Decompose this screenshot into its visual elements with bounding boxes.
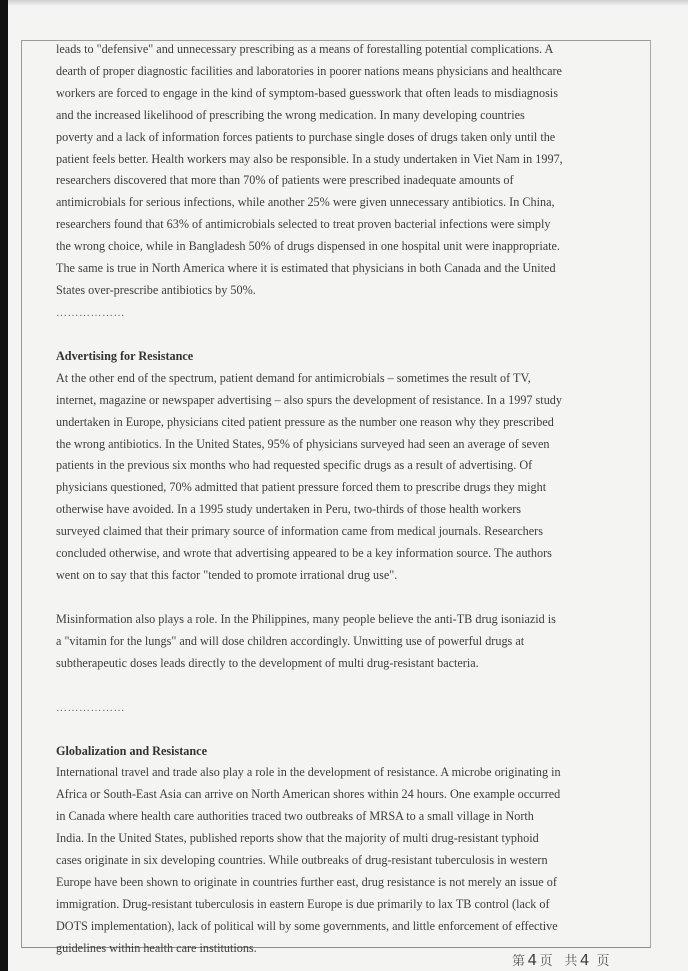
paragraph-line: DOTS implementation), lack of political will by some governments, and little enforcement of effective [56,918,558,933]
paragraph-line: antimicrobials for serious infections, while another 25% were given unnecessary antibiotics. In China, [56,195,555,210]
section-heading: Globalization and Resistance [56,743,207,758]
paragraph-line: subtherapeutic doses leads directly to the development of multi drug-resistant bacteria. [56,655,479,670]
paragraph-line: International travel and trade also play a role in the development of resistance. A microbe originating in [56,765,561,780]
dotted-separator: ……………… [56,306,125,319]
paragraph-line: workers are forced to engage in the kind of symptom-based guesswork that often leads to misdiagnosis [56,85,558,100]
paragraph-line: researchers found that 63% of antimicrobials selected to treat proven bacterial infections were simply [56,217,551,232]
paragraph-line: patients in the previous six months who had requested specific drugs as a result of advertising. Of [56,458,533,473]
paragraph-line: the wrong choice, while in Bangladesh 50% of drugs dispensed in one hospital unit were inappropriate. [56,239,560,254]
paragraph-line: The same is true in North America where it is estimated that physicians in both Canada and the United [56,261,556,276]
paragraph-line: Misinformation also plays a role. In the Philippines, many people believe the anti-TB drug isoniazid is [56,611,556,626]
paragraph-line: surveyed claimed that their primary source of information came from medical journals. Researchers [56,524,543,539]
total-prefix: 共 [564,954,578,969]
section-prescribing [56,39,636,302]
total-label: 页 [596,954,611,969]
document-body [56,39,636,960]
paragraph-line: physicians questioned, 70% admitted that patient pressure forced them to prescribe drugs they might [56,480,547,495]
section-advertising [56,346,636,675]
paragraph-line: States over-prescribe antibiotics by 50%. [56,282,256,297]
paragraph-line: and the increased likelihood of prescribing the wrong medication. In many developing countries [56,107,525,122]
paragraph-line: internet, magazine or newspaper advertising – also spurs the development of resistance. In a 1997 study [56,392,562,407]
paragraph-line: in Canada where health care authorities traced two outbreaks of MRSA to a small village in North [56,809,534,824]
paragraph-line: Africa or South-East Asia can arrive on North American shores within 24 hours. One example occurred [56,787,561,802]
paragraph-line: concluded otherwise, and wrote that advertising appeared to be a key information source. The authors [56,546,552,561]
page-number-footer [512,950,612,969]
paragraph-line: otherwise have avoided. In a 1995 study undertaken in Peru, two-thirds of those health workers [56,502,522,517]
paragraph-line: poverty and a lack of information forces patients to purchase single doses of drugs taken only until the [56,129,556,144]
section-globalization [56,741,636,960]
paragraph-line: patient feels better. Health workers may also be responsible. In a study undertaken in Viet Nam in 1997, [56,151,563,166]
page-current: 4 [527,951,538,969]
page-prefix: 第 [512,954,526,969]
paragraph-line: immigration. Drug-resistant tuberculosis in eastern Europe is due primarily to lax TB control (lack of [56,896,550,911]
paragraph-line: India. In the United States, published reports show that the majority of multi drug-resistant typhoid [56,831,539,846]
scan-shadow [8,0,688,6]
page-label: 页 [539,954,554,969]
dotted-separator: ……………… [56,701,125,714]
paragraph-line: undertaken in Europe, physicians cited patient pressure as the number one reason why they prescribed [56,414,554,429]
scan-edge [0,0,8,971]
paragraph-line: cases originate in six developing countries. While outbreaks of drug-resistant tuberculosis in western [56,853,548,868]
paragraph-line: Europe have been shown to originate in countries further east, drug resistance is not merely an issue of [56,875,557,889]
page-total: 4 [579,951,590,969]
section-heading: Advertising for Resistance [56,348,194,363]
paragraph-line: At the other end of the spectrum, patient demand for antimicrobials – sometimes the result of TV, [56,370,531,385]
paragraph-line: went on to say that this factor "tended to promote irrational drug use". [56,567,398,582]
paragraph-line: the wrong antibiotics. In the United States, 95% of physicians surveyed had seen an average of seven [56,436,550,451]
paragraph-line: leads to "defensive" and unnecessary prescribing as a means of forestalling potential complications. A [56,42,554,56]
paragraph-line: researchers discovered that more than 70% of patients were prescribed inadequate amounts of [56,173,514,188]
paragraph-line: guidelines within health care institutions. [56,940,257,955]
paragraph-line: a "vitamin for the lungs" and will dose children accordingly. Unwitting use of powerful drugs at [56,633,525,648]
paragraph-line: dearth of proper diagnostic facilities and laboratories in poorer nations means physicians and healthcare [56,63,562,78]
